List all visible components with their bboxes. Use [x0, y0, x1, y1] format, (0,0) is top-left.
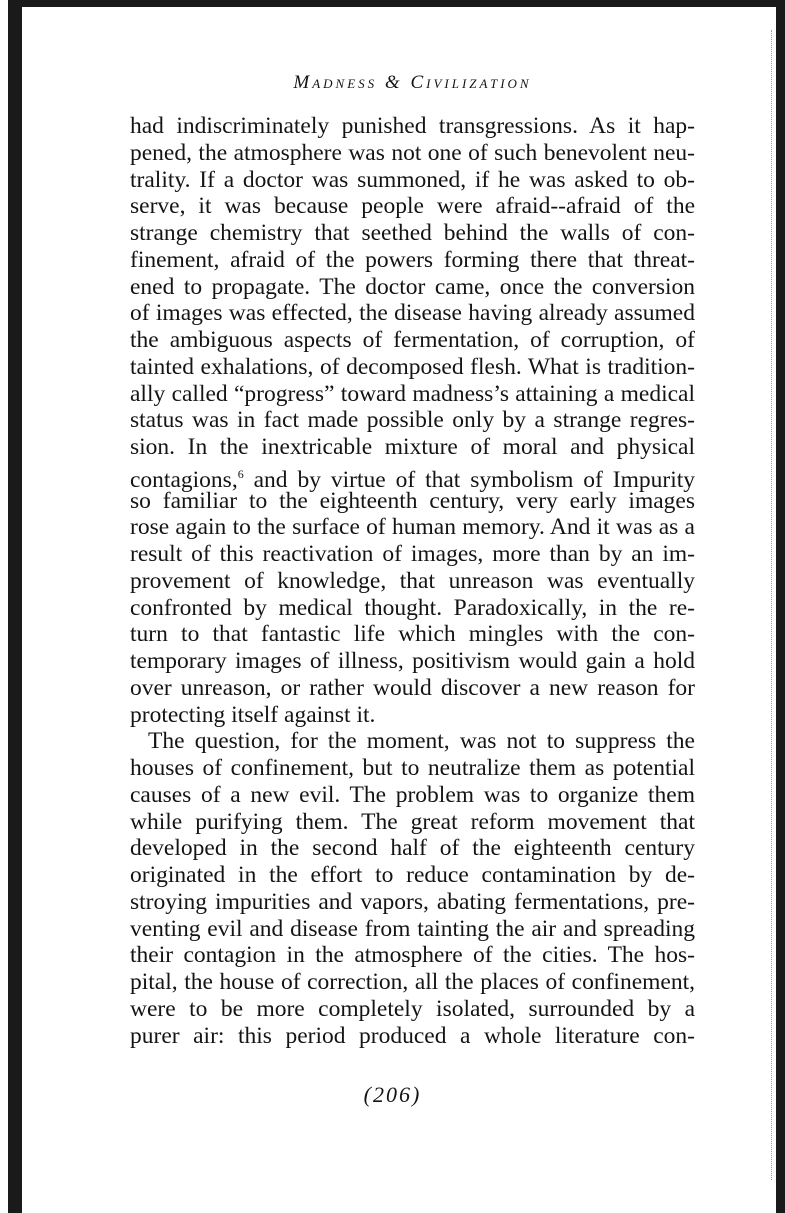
text-line: tainted exhalations, of decomposed flesh. What is tradition- [130, 353, 695, 380]
text-line: venting evil and disease from tainting the air and spreading [130, 915, 695, 942]
text-line: status was in fact made possible only by a strange regres- [130, 407, 695, 434]
text-line: provement of knowledge, that unreason was eventually [130, 567, 695, 594]
body-text [130, 113, 695, 1049]
running-head-title-b: Civilization [410, 72, 532, 93]
text-line: over unreason, or rather would discover a new reason for [130, 674, 695, 701]
text-line: the ambiguous aspects of fermentation, of corruption, of [130, 327, 695, 353]
text-line: had indiscriminately punished transgressions. As it hap- [130, 113, 695, 139]
text-line: result of this reactivation of images, more than by an im- [130, 541, 695, 567]
text-line: developed in the second half of the eighteenth century [130, 835, 695, 862]
text-line-start: contagions, [130, 466, 238, 493]
text-line: trality. If a doctor was summoned, if he was asked to ob- [130, 166, 695, 193]
running-head-title-a: Madness [293, 72, 378, 93]
book-page [130, 70, 695, 1049]
text-line: purer air: this period produced a whole literature con- [130, 1022, 695, 1049]
text-line: turn to that fantastic life which mingles with the con- [130, 621, 695, 648]
text-line: causes of a new evil. The problem was to organize them [130, 781, 695, 808]
text-line: pital, the house of correction, all the places of confinement, [130, 969, 695, 995]
text-line: while purifying them. The great reform movement that [130, 808, 695, 835]
text-line-rest: and by virtue of that symbolism of Impurity [243, 466, 695, 493]
text-line: temporary images of illness, positivism would gain a hold [130, 648, 695, 674]
text-line: stroying impurities and vapors, abating fermentations, pre- [130, 888, 695, 915]
text-line: so familiar to the eighteenth century, very early images [130, 487, 695, 514]
text-line: houses of confinement, but to neutralize them as potential [130, 755, 695, 781]
text-line: originated in the effort to reduce contamination by de- [130, 862, 695, 888]
text-line: their contagion in the atmosphere of the cities. The hos- [130, 942, 695, 969]
text-line: were to be more completely isolated, surrounded by a [130, 995, 695, 1022]
scan-gutter-speckle [771, 30, 772, 1180]
running-head [130, 70, 695, 96]
text-line: pened, the atmosphere was not one of such benevolent neu- [130, 139, 695, 166]
running-head-ampersand: & [384, 72, 403, 93]
scan-border-right [776, 0, 785, 1213]
scan-border-left [8, 0, 22, 1213]
text-line: serve, it was because people were afraid--afraid of the [130, 193, 695, 220]
footnote-marker[interactable]: 6 [237, 466, 244, 481]
page-number: (206) [363, 1082, 422, 1107]
text-line: confronted by medical thought. Paradoxically, in the re- [130, 594, 695, 621]
text-line: of images was effected, the disease having already assumed [130, 300, 695, 327]
text-line: ened to propagate. The doctor came, once the conversion [130, 273, 695, 300]
text-line: sion. In the inextricable mixture of moral and physical [130, 434, 695, 460]
text-line: protecting itself against it. [130, 701, 376, 728]
text-line: finement, afraid of the powers forming there that threat- [130, 246, 695, 273]
text-line: strange chemistry that seethed behind the walls of con- [130, 220, 695, 246]
text-line-with-footnote [130, 461, 695, 493]
scan-border-top [8, 0, 785, 7]
text-line-paragraph-start: The question, for the moment, was not to suppress the [148, 728, 695, 755]
text-line: ally called “progress” toward madness’s attaining a medical [130, 380, 695, 407]
text-line: rose again to the surface of human memory. And it was as a [130, 514, 695, 541]
